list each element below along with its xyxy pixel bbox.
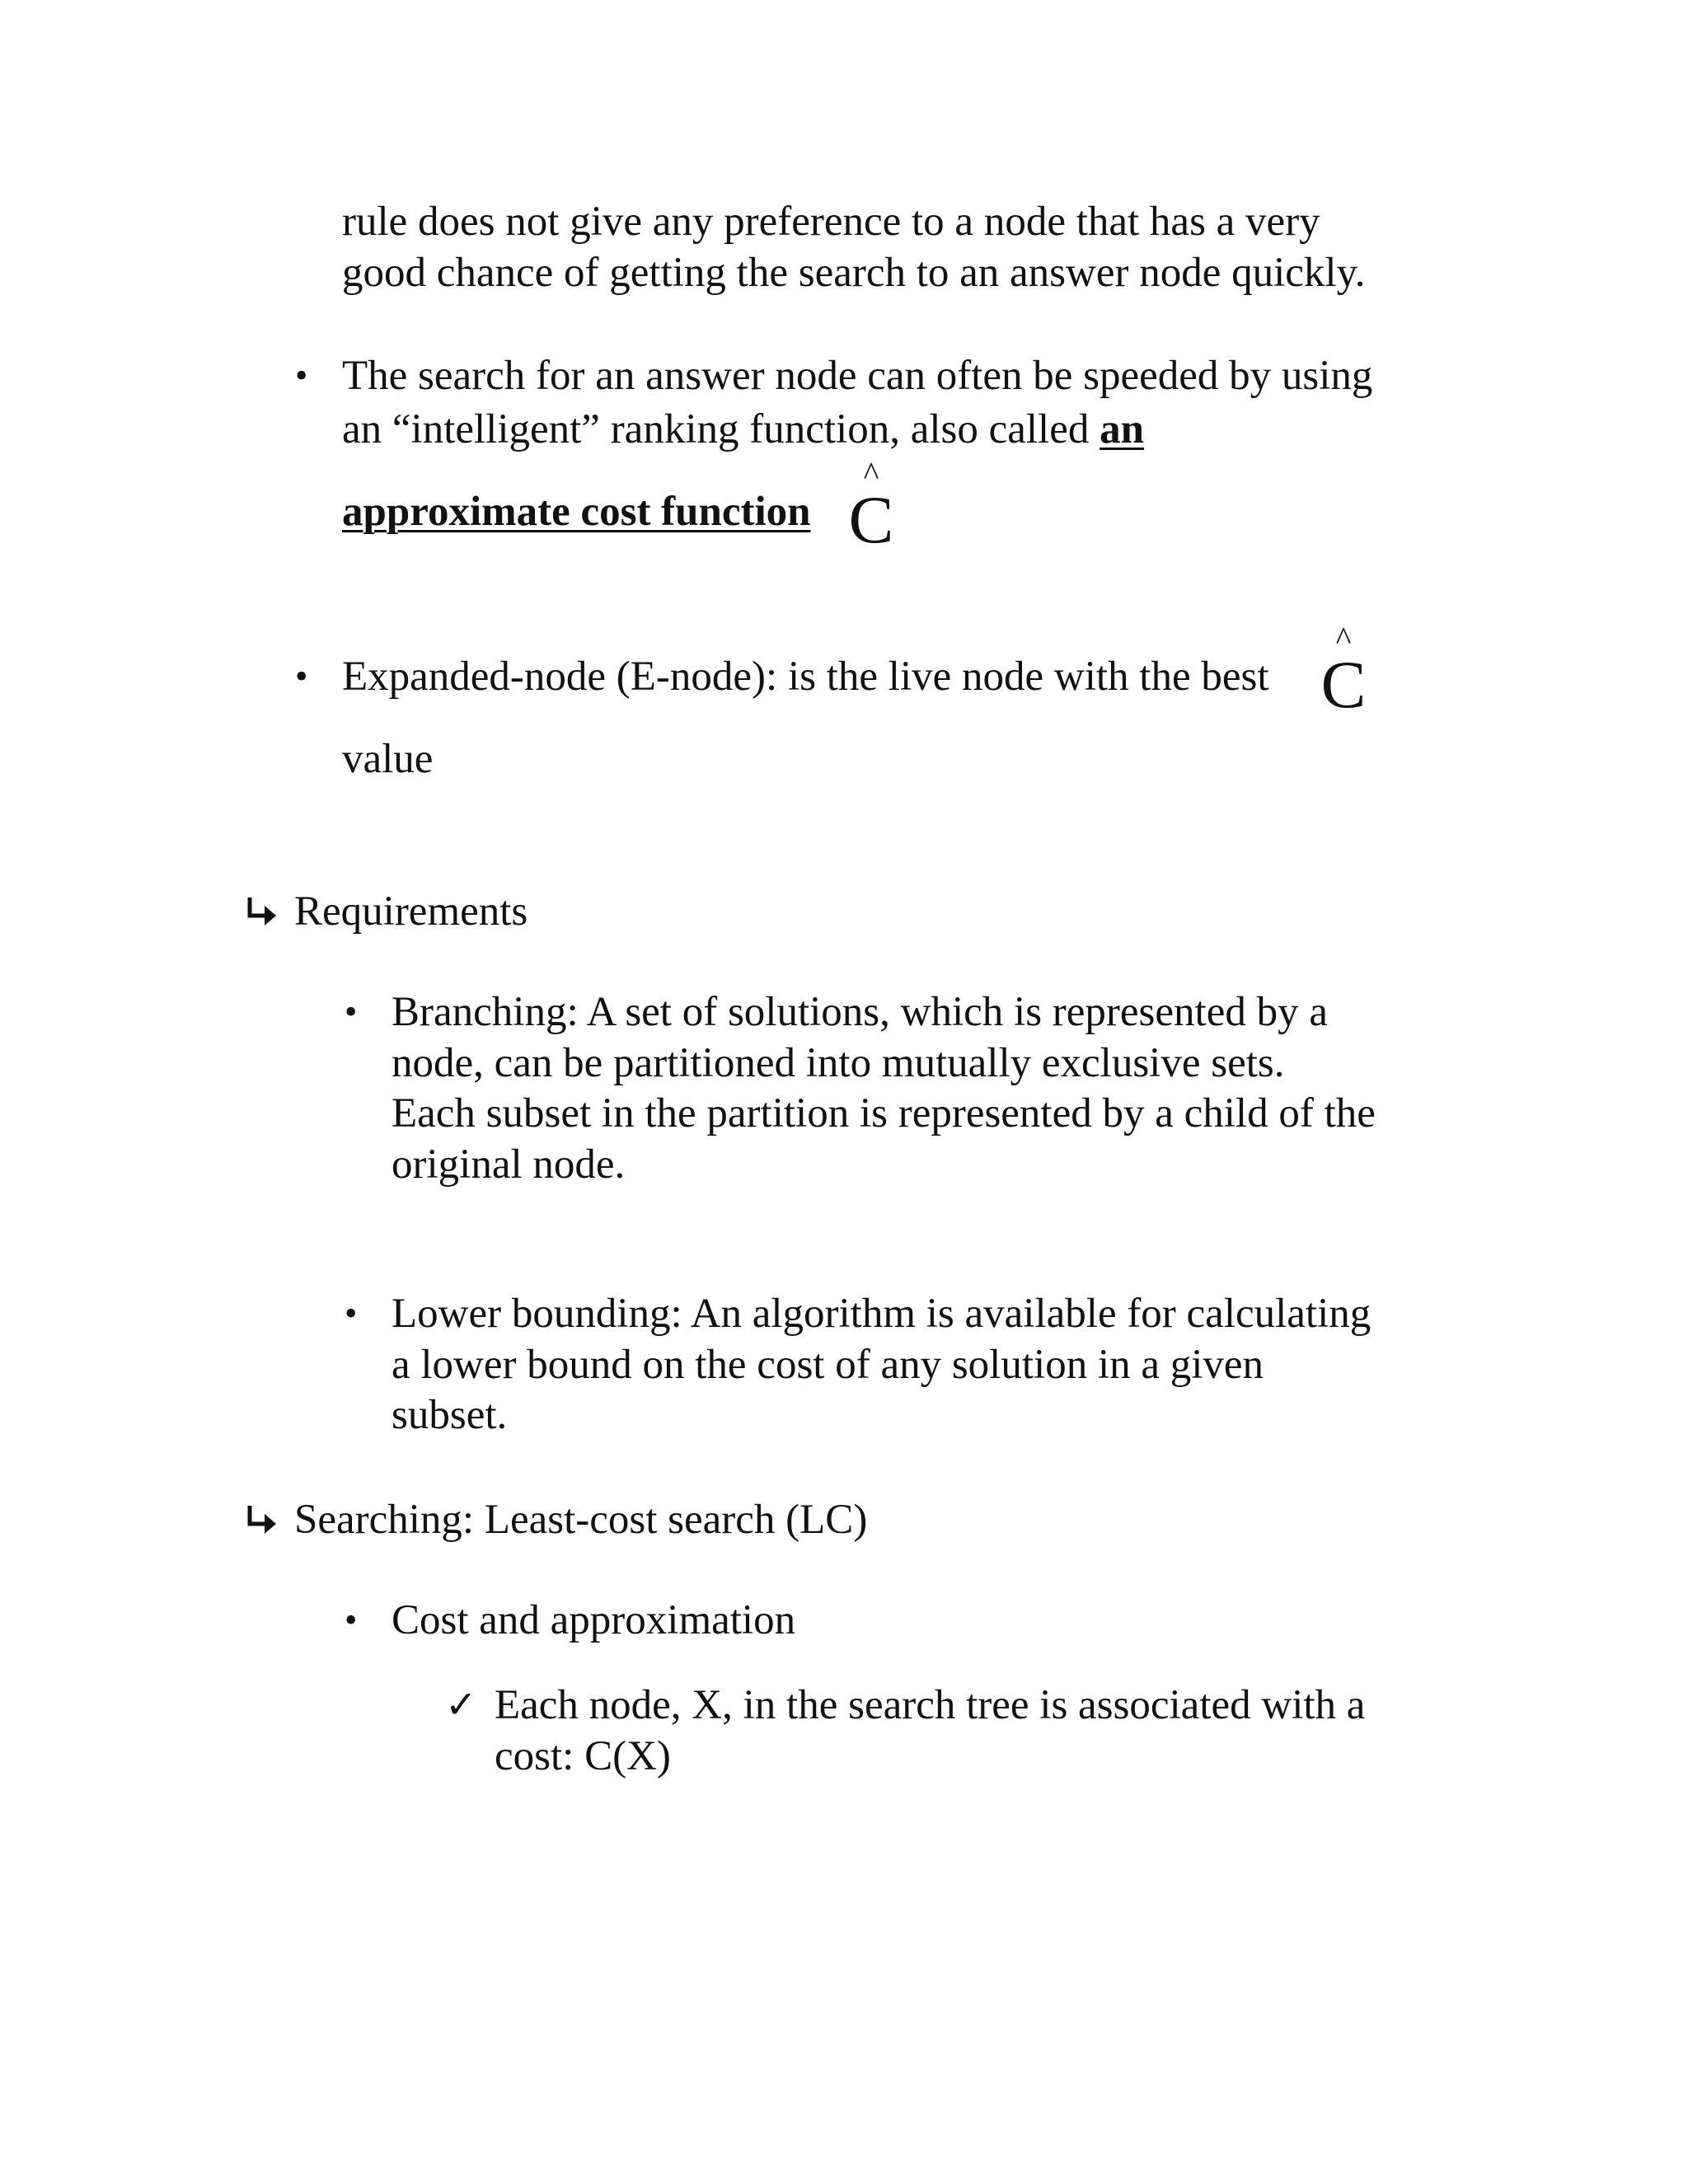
c-letter: C — [1320, 647, 1367, 722]
bullet-enode-line-2: value — [342, 736, 434, 782]
branching-line-3: Each subset in the partition is represented by a child of the — [392, 1090, 1376, 1137]
bullet-dot: • — [345, 1600, 358, 1640]
hat-accent: ^ — [863, 455, 879, 492]
bullet-approx-cost-line-3 — [342, 486, 811, 537]
hat-accent: ^ — [1335, 620, 1352, 657]
arrow-down-right-icon — [245, 1502, 278, 1535]
cost-assoc-line-2: cost: C(X) — [495, 1733, 671, 1779]
lower-bounding-line-3: subset. — [392, 1392, 508, 1438]
check-mark-icon: ✓ — [445, 1684, 477, 1726]
bullet-dot: • — [345, 1293, 358, 1333]
cost-assoc-line-1: Each node, X, in the search tree is associated with a — [495, 1682, 1366, 1728]
lower-bounding-line-1: Lower bounding: An algorithm is available for calculating — [392, 1291, 1372, 1337]
searching-heading: Searching: Least-cost search (LC) — [294, 1497, 868, 1543]
bullet-approx-cost-line-1: The search for an answer node can often be speeded by using — [342, 353, 1373, 399]
c-letter: C — [848, 482, 894, 557]
bullet-enode-line-1: Expanded-node (E-node): is the live node with the best — [342, 654, 1269, 700]
branching-line-4: original node. — [392, 1141, 626, 1188]
bullet-approx-cost-line-2 — [342, 404, 1144, 455]
emphasis-an: an — [1100, 406, 1144, 452]
c-hat-symbol — [1315, 620, 1372, 722]
intro-line-1: rule does not give any preference to a node that has a very — [342, 199, 1320, 245]
ranking-function-text: an “intelligent” ranking function, also called — [342, 406, 1100, 452]
bullet-dot: • — [295, 656, 308, 696]
branching-line-1: Branching: A set of solutions, which is represented by a — [392, 989, 1328, 1035]
emphasis-approximate-cost-function: approximate cost function — [342, 489, 811, 535]
arrow-down-right-icon — [245, 894, 278, 927]
branching-line-2: node, can be partitioned into mutually exclusive sets. — [392, 1040, 1285, 1086]
cost-approximation-item: Cost and approximation — [392, 1597, 796, 1643]
bullet-dot: • — [345, 991, 358, 1032]
requirements-heading: Requirements — [294, 888, 528, 935]
intro-line-2: good chance of getting the search to an answer node quickly. — [342, 250, 1366, 296]
lower-bounding-line-2: a lower bound on the cost of any solution in a given — [392, 1342, 1264, 1388]
c-hat-symbol — [842, 455, 900, 557]
bullet-dot: • — [295, 355, 308, 396]
